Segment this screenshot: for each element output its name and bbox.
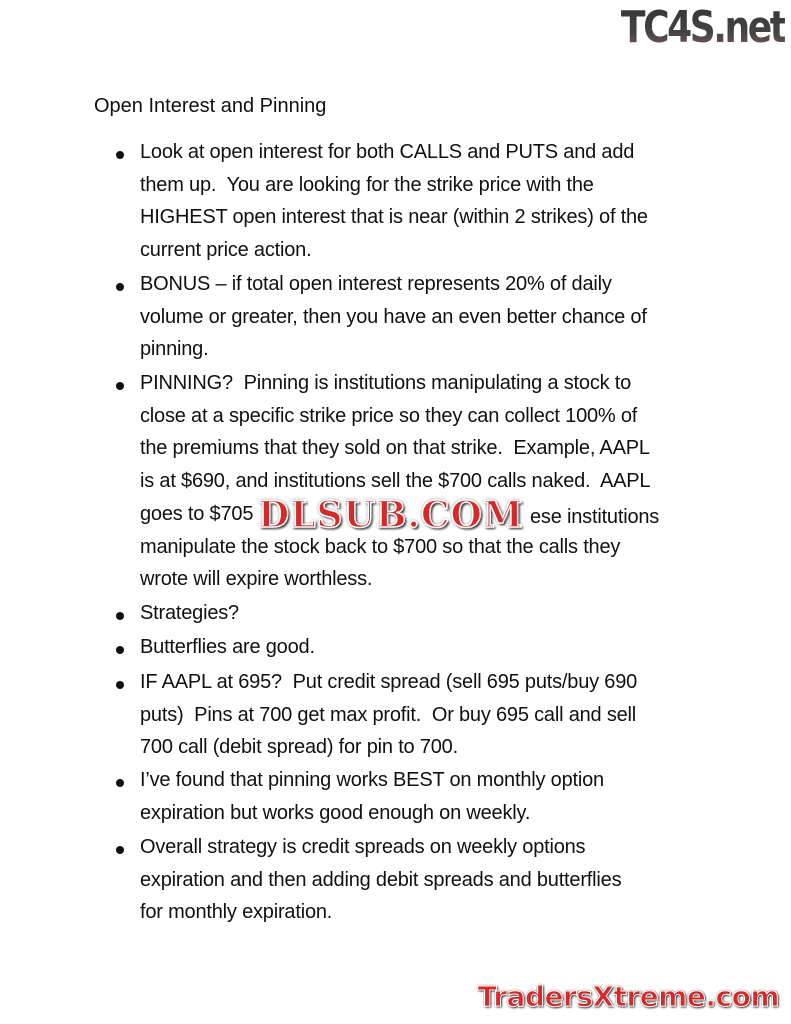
tc4s-watermark-logo: TC4S.net <box>621 2 785 53</box>
list-item-line: for monthly expiration. <box>140 901 333 924</box>
occluded-line-tail: ese institutions <box>530 506 660 528</box>
bullet-icon <box>116 612 124 620</box>
bullet-icon <box>116 283 124 291</box>
list-item-line: wrote will expire worthless. <box>140 568 373 591</box>
list-item-line: IF AAPL at 695? Put credit spread (sell 695 puts/buy 690 <box>140 671 638 693</box>
list-item-line: close at a specific strike price so they can collect 100% of <box>140 404 638 427</box>
list-item-line: them up. You are looking for the strike price with the <box>140 173 594 196</box>
list-item-line: 700 call (debit spread) for pin to 700. <box>140 736 458 759</box>
list-item-line: Look at open interest for both CALLS and PUTS and add <box>140 141 635 163</box>
list-item-line: puts) Pins at 700 get max profit. Or buy 695 call and sell <box>140 703 637 726</box>
list-item-line: PINNING? Pinning is institutions manipulating a stock to <box>140 372 632 394</box>
dlsub-watermark: DLSUB.COM <box>258 494 524 536</box>
list-item-line: Overall strategy is credit spreads on weekly options <box>140 836 586 858</box>
bullet-icon <box>116 151 124 159</box>
document-heading: Open Interest and Pinning <box>94 95 327 117</box>
list-item-line: I’ve found that pinning works BEST on monthly option <box>140 769 604 791</box>
list-item-line: manipulate the stock back to $700 so that the calls they <box>140 535 621 558</box>
list-item-line: pinning. <box>140 338 209 361</box>
list-item-line: HIGHEST open interest that is near (within 2 strikes) of the <box>140 206 648 229</box>
bullet-icon <box>116 382 124 390</box>
list-item-line: the premiums that they sold on that strike. Example, AAPL <box>140 437 650 460</box>
list-item-line: is at $690, and institutions sell the $700 calls naked. AAPL <box>140 470 651 493</box>
tradersxtreme-watermark: TradersXtreme.com <box>477 980 779 1013</box>
list-item-line: expiration but works good enough on weekly. <box>140 801 531 824</box>
list-item-line: Butterflies are good. <box>140 636 315 658</box>
bullet-icon <box>116 779 124 787</box>
list-item-line: Strategies? <box>140 602 239 624</box>
bullet-icon <box>116 846 124 854</box>
list-item-line: current price action. <box>140 239 312 262</box>
bullet-icon <box>116 681 124 689</box>
list-item-line: volume or greater, then you have an even better chance of <box>140 305 647 328</box>
list-item-line: BONUS – if total open interest represents 20% of daily <box>140 273 612 295</box>
list-item-line: goes to $705 <box>140 502 254 525</box>
list-item-line: expiration and then adding debit spreads and butterflies <box>140 868 622 891</box>
bullet-icon <box>116 646 124 654</box>
